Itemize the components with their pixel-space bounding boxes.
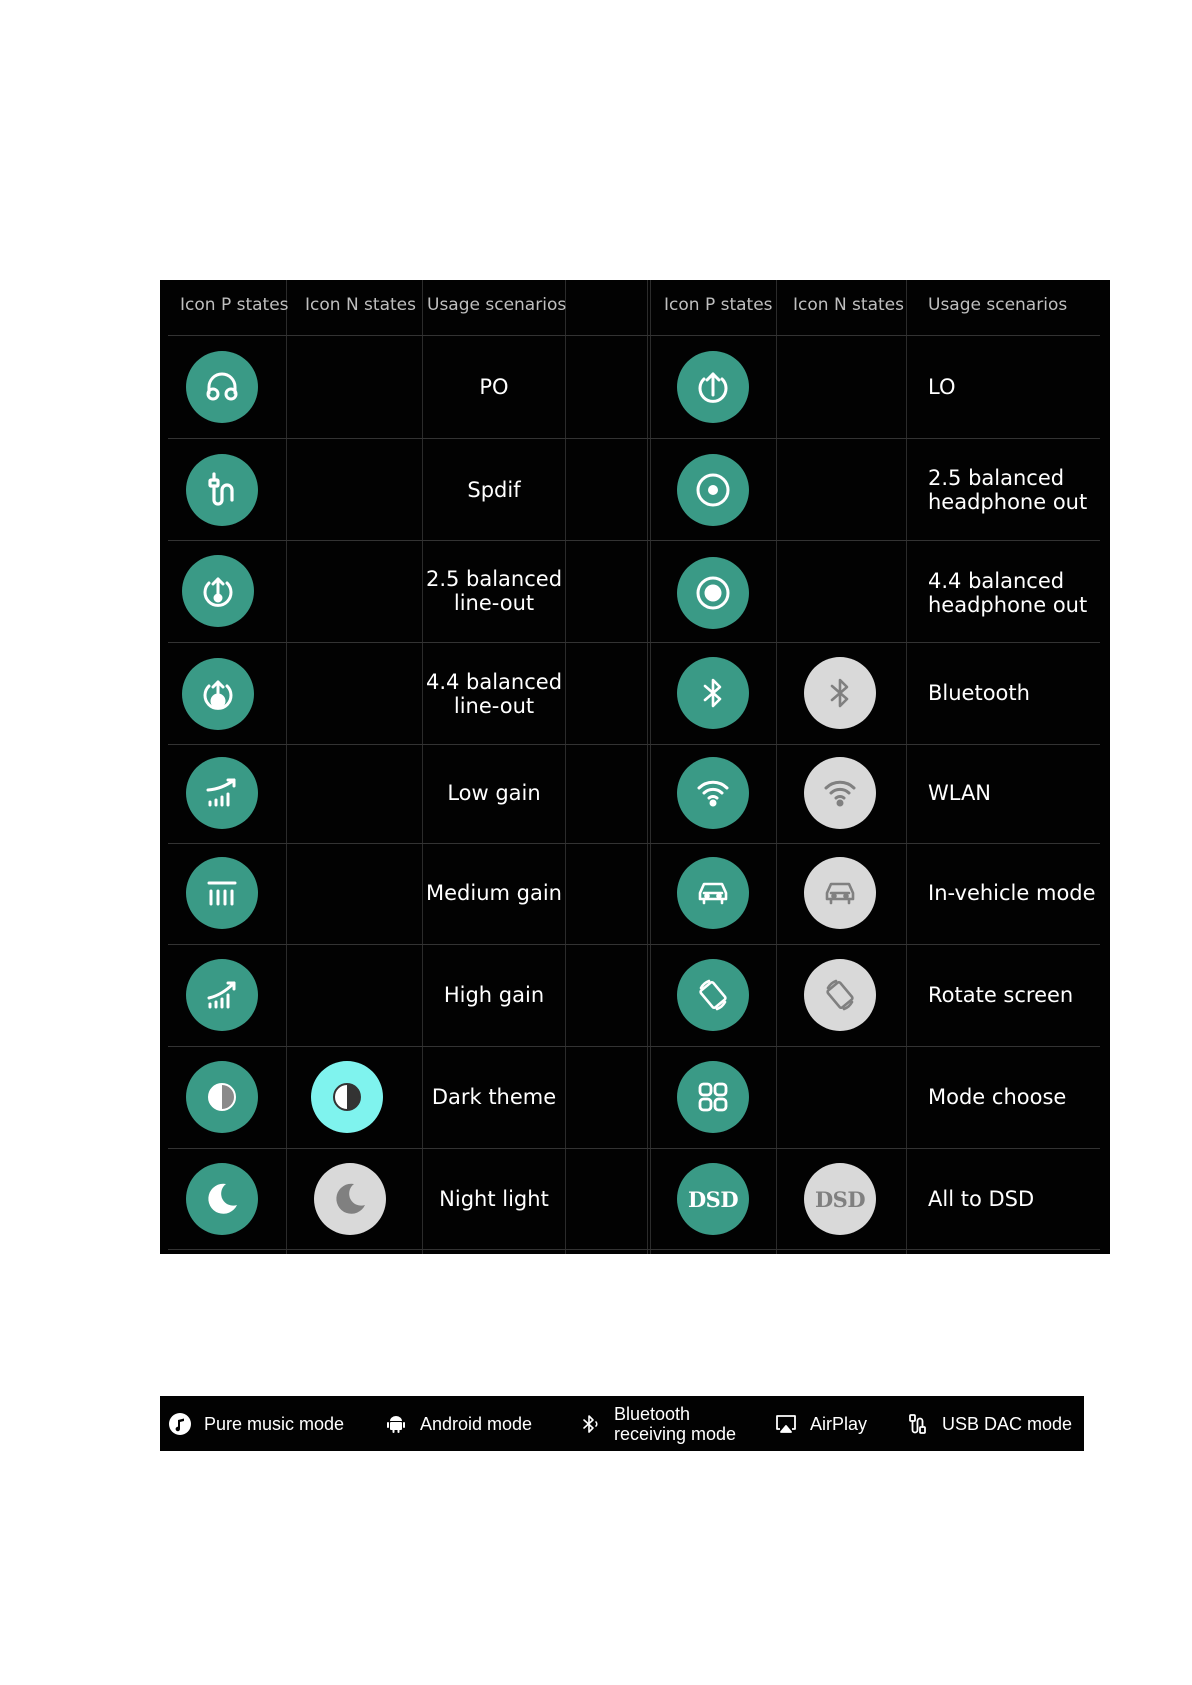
dsd-icon [677, 1163, 749, 1235]
usage-label-low-gain [423, 757, 565, 829]
column-divider [286, 280, 287, 1254]
label-text: Rotate screen [928, 983, 1074, 1007]
mode-label-line: Bluetooth [614, 1403, 691, 1424]
row-divider [168, 642, 1100, 643]
usage-label-rotate [928, 959, 1108, 1031]
night-light-icon [186, 1163, 258, 1235]
row-divider [168, 1148, 1100, 1149]
wifi-icon [677, 757, 749, 829]
label-text: LO [928, 375, 956, 399]
balanced-44-headphone-icon [677, 557, 749, 629]
headphone-icon [186, 351, 258, 423]
rotate-screen-icon [677, 959, 749, 1031]
label-line: 2.5 balanced [928, 466, 1065, 490]
mode-label: USB DAC mode [942, 1413, 1073, 1434]
label-text: Spdif [467, 478, 521, 502]
label-text: In-vehicle mode [928, 881, 1096, 905]
usage-label-25-headphone [928, 454, 1108, 526]
airplay-icon [774, 1412, 798, 1436]
mode-usb-dac [906, 1396, 1072, 1451]
mode-android [384, 1396, 532, 1451]
mode-label: AirPlay [810, 1413, 868, 1434]
label-text: PO [479, 375, 509, 399]
dsd-n-icon [804, 1163, 876, 1235]
spdif-cable-icon [186, 454, 258, 526]
header-n-states-left: Icon N states [305, 295, 416, 315]
label-text: Low gain [447, 781, 541, 805]
header-usage-left: Usage scenarios [427, 295, 567, 315]
row-divider [168, 744, 1100, 745]
wifi-n-icon [804, 757, 876, 829]
label-text: Mode choose [928, 1085, 1067, 1109]
label-line: 4.4 balanced [425, 670, 563, 694]
usage-label-spdif [423, 454, 565, 526]
label-text: All to DSD [928, 1187, 1035, 1211]
mode-label: Pure music mode [204, 1413, 345, 1434]
line-out-icon [677, 351, 749, 423]
column-divider [565, 280, 566, 1254]
row-divider [168, 540, 1100, 541]
balanced-line-out-44-icon [182, 658, 254, 730]
android-icon [384, 1412, 408, 1436]
label-line: 2.5 balanced [425, 567, 563, 591]
dark-theme-n-icon [311, 1061, 383, 1133]
label-line: headphone out [928, 490, 1088, 514]
row-divider [168, 1249, 1100, 1250]
balanced-25-headphone-icon [677, 454, 749, 526]
usage-label-dark-theme [423, 1061, 565, 1133]
usage-label-25-line-out [423, 555, 565, 627]
column-divider [647, 280, 648, 1254]
dark-theme-icon [186, 1061, 258, 1133]
usage-label-lo [928, 351, 1108, 423]
usage-label-in-vehicle [928, 857, 1108, 929]
low-gain-icon [186, 757, 258, 829]
mode-airplay [774, 1396, 867, 1451]
label-line: line-out [453, 591, 535, 615]
row-divider [168, 944, 1100, 945]
usage-label-night-light [423, 1163, 565, 1235]
mode-label: Android mode [420, 1413, 533, 1434]
car-n-icon [804, 857, 876, 929]
row-divider [168, 843, 1100, 844]
label-line: line-out [453, 694, 535, 718]
header-usage-right: Usage scenarios [928, 295, 1068, 315]
column-divider [650, 280, 651, 1254]
column-divider [776, 280, 777, 1254]
row-divider [168, 335, 1100, 336]
row-divider [168, 438, 1100, 439]
label-text: Bluetooth [928, 681, 1030, 705]
label-text: Medium gain [426, 881, 562, 905]
bluetooth-icon [677, 657, 749, 729]
usage-label-wlan [928, 757, 1108, 829]
usage-label-medium-gain [423, 857, 565, 929]
usage-label-high-gain [423, 959, 565, 1031]
header-p-states-left: Icon P states [180, 295, 289, 315]
mode-label [614, 1404, 736, 1444]
mode-bar [160, 1396, 1084, 1451]
car-icon [677, 857, 749, 929]
label-text: WLAN [928, 781, 992, 805]
music-note-icon [168, 1412, 192, 1436]
night-light-n-icon [314, 1163, 386, 1235]
label-text: High gain [443, 983, 545, 1007]
usage-label-all-to-dsd [928, 1163, 1108, 1235]
bluetooth-n-icon [804, 657, 876, 729]
high-gain-icon [186, 959, 258, 1031]
row-divider [168, 1046, 1100, 1047]
dsd-icon-text: DSD [687, 1186, 739, 1212]
header-p-states-right: Icon P states [664, 295, 773, 315]
usage-label-po [423, 351, 565, 423]
balanced-line-out-25-icon [182, 555, 254, 627]
usage-label-mode-choose [928, 1061, 1108, 1133]
column-divider [906, 280, 907, 1254]
dsd-icon-text: DSD [814, 1186, 866, 1212]
usage-label-bluetooth [928, 657, 1108, 729]
label-line: headphone out [928, 593, 1088, 617]
rotate-screen-n-icon [804, 959, 876, 1031]
mode-choose-icon [677, 1061, 749, 1133]
mode-bluetooth-receiving [578, 1396, 736, 1451]
label-text: Dark theme [431, 1085, 557, 1109]
icon-state-table [160, 280, 1110, 1254]
header-n-states-right: Icon N states [793, 295, 904, 315]
usage-label-44-line-out [423, 658, 565, 730]
mode-label-line: receiving mode [614, 1423, 737, 1444]
usb-cable-icon [906, 1412, 930, 1436]
medium-gain-icon [186, 857, 258, 929]
bluetooth-icon [578, 1412, 602, 1436]
usage-label-44-headphone [928, 557, 1108, 629]
mode-pure-music [168, 1396, 344, 1451]
label-line: 4.4 balanced [928, 569, 1065, 593]
label-text: Night light [439, 1187, 549, 1211]
